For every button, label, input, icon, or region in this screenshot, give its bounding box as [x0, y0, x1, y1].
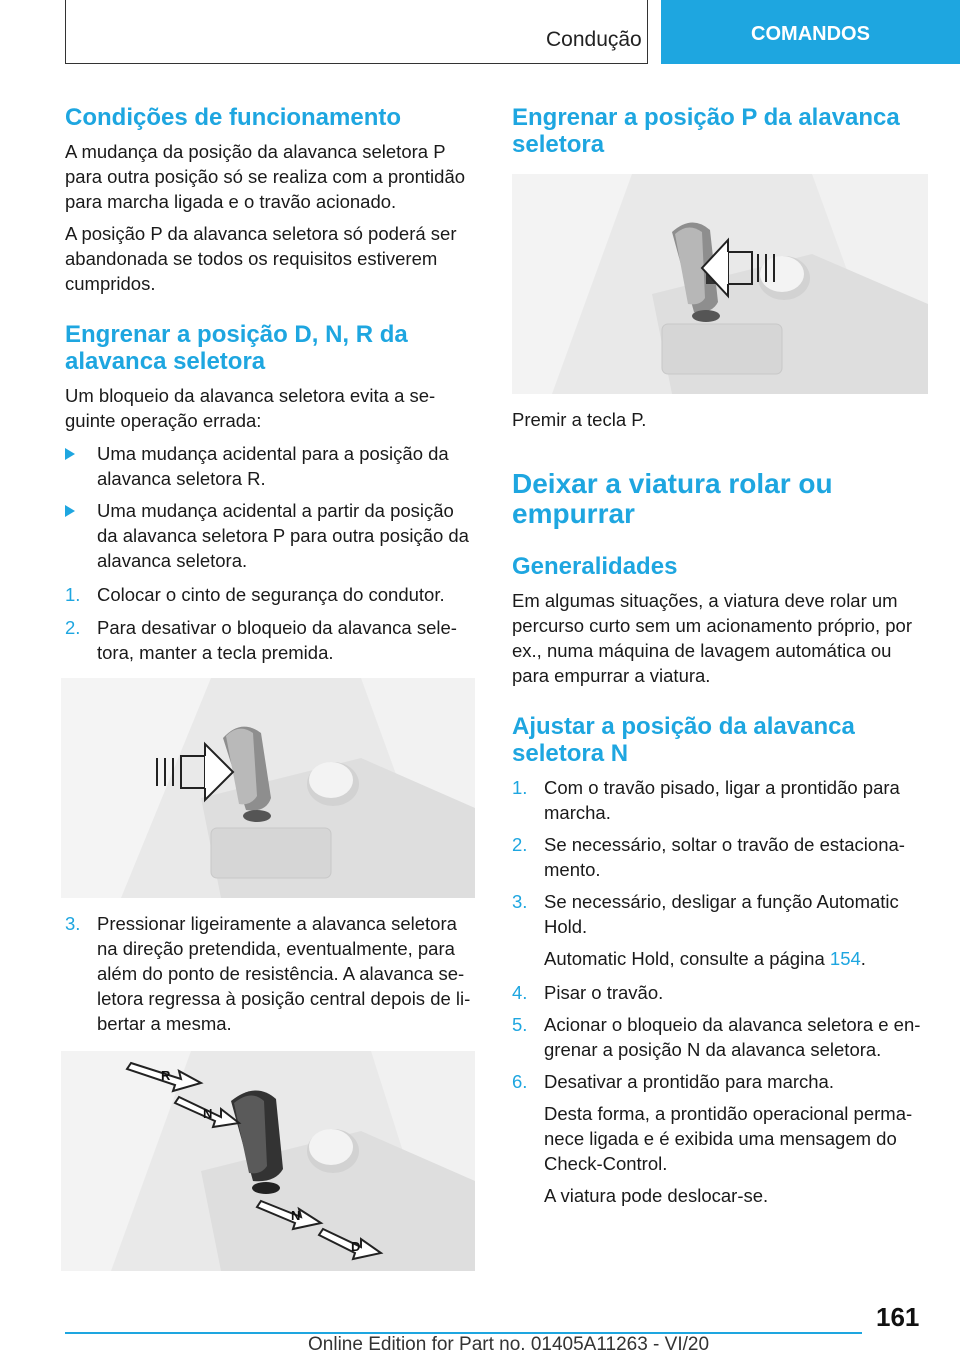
heading-general: Generalidades: [512, 553, 678, 580]
paragraph-general: Em algumas situações, a viatura deve rolar um percurso curto sem um acionamento próprio, por ex., numa máquina de lavagem automática ou para empurrar a viatura.: [512, 590, 912, 686]
step-text: Se necessário, soltar o travão de estaciona-mento.: [544, 834, 905, 880]
step-item: [65, 911, 477, 1041]
heading-engage-p: Engrenar a posição P da alavanca seletora: [512, 104, 900, 158]
step-item: [512, 889, 928, 939]
bullet-text: Uma mudança acidental a partir da posição da alavanca seletora P para outra posição da alavanca seletora.: [97, 500, 469, 571]
step-number: 5.: [512, 1014, 528, 1035]
step-number: 1.: [65, 584, 81, 605]
page-reference-link[interactable]: 154: [829, 948, 861, 969]
step-text: Desativar a prontidão para marcha.: [544, 1071, 834, 1092]
gear-label-d: D: [351, 1239, 361, 1254]
step-item: [512, 832, 928, 882]
step-number: 3.: [512, 891, 528, 912]
gear-label-n-upper: N: [203, 1106, 213, 1121]
heading-operating-conditions: Condições de funcionamento: [65, 104, 402, 131]
step-text: Colocar o cinto de segurança do condutor.: [97, 584, 445, 605]
step6-note: Desta forma, a prontidão operacional perma-nece ligada e é exibida uma mensagem do Check-Control.: [544, 1103, 913, 1174]
step-number: 2.: [512, 834, 528, 855]
step-text: Acionar o bloqueio da alavanca seletora e en-grenar a posição N da alavanca seletora.: [544, 1014, 921, 1060]
step-item: [65, 615, 477, 665]
step-text: Pisar o travão.: [544, 982, 664, 1003]
paragraph-interlock: Um bloqueio da alavanca seletora evita a se-guinte operação errada:: [65, 385, 436, 431]
step3-reference-text: Automatic Hold, consulte a página: [544, 948, 825, 969]
step-text: Se necessário, desligar a função Automatic Hold.: [544, 891, 899, 937]
step-text: Pressionar ligeiramente a alavanca seletora na direção pretendida, eventualmente, para além do ponto de resistência. A alavanca se-letora regressa à posição central depois de li-bertar a mesma.: [97, 913, 471, 1034]
figure-selector-unlock-drawing: [61, 678, 475, 898]
step3-reference: [544, 946, 928, 971]
header-chapter-tab: [661, 0, 960, 64]
figure-gear-pattern: [61, 1051, 475, 1271]
figure-p-button-drawing: [512, 174, 928, 394]
figure-selector-unlock: [61, 678, 475, 898]
step-number: 2.: [65, 617, 81, 638]
step-text: Para desativar o bloqueio da alavanca sele-tora, manter a tecla premida.: [97, 617, 457, 663]
bullet-item: [65, 498, 477, 573]
paragraph-conditions-1: A mudança da posição da alavanca seletora P para outra posição só se realiza com a prontidão para marcha ligada e o travão acionado.: [65, 141, 466, 212]
step-number: 3.: [65, 913, 81, 934]
reference-period: .: [860, 948, 866, 969]
footer-edition: Online Edition for Part no. 01405A11263 - VI/20: [308, 1334, 710, 1355]
bullet-text: Uma mudança acidental para a posição da alavanca seletora R.: [97, 443, 449, 489]
heading-engage-dnr: Engrenar a posição D, N, R da alavanca seletora: [65, 321, 408, 375]
step-item: [512, 1012, 928, 1062]
heading-roll-or-push: Deixar a viatura rolar ou empurrar: [512, 468, 833, 529]
heading-set-n: Ajustar a posição da alavanca seletora N: [512, 713, 855, 767]
figure-p-button: [512, 174, 928, 394]
step-item: [512, 980, 928, 1005]
step-text: Com o travão pisado, ligar a prontidão para marcha.: [544, 777, 900, 823]
step-number: 1.: [512, 777, 528, 798]
figure-caption: Premir a tecla P.: [512, 409, 647, 430]
figure-gear-pattern-drawing: [61, 1051, 475, 1271]
bullet-item: [65, 441, 477, 491]
step6-result: A viatura pode deslocar-se.: [544, 1185, 769, 1206]
paragraph-conditions-2: A posição P da alavanca seletora só poderá ser abandonada se todos os requisitos estiverem cumpridos.: [65, 223, 457, 294]
gear-label-n-lower: N: [291, 1208, 301, 1223]
step-number: 6.: [512, 1071, 528, 1092]
step-item: [512, 1069, 928, 1094]
header-section: Condução: [546, 28, 642, 51]
step-number: 4.: [512, 982, 528, 1003]
bullet-triangle-icon: [65, 498, 75, 523]
step-item: [512, 775, 928, 825]
step-item: [65, 582, 477, 607]
gear-label-r: R: [161, 1068, 171, 1083]
bullet-triangle-icon: [65, 441, 75, 466]
header-chapter-label: COMANDOS: [751, 22, 870, 45]
page-number: 161: [876, 1302, 920, 1332]
